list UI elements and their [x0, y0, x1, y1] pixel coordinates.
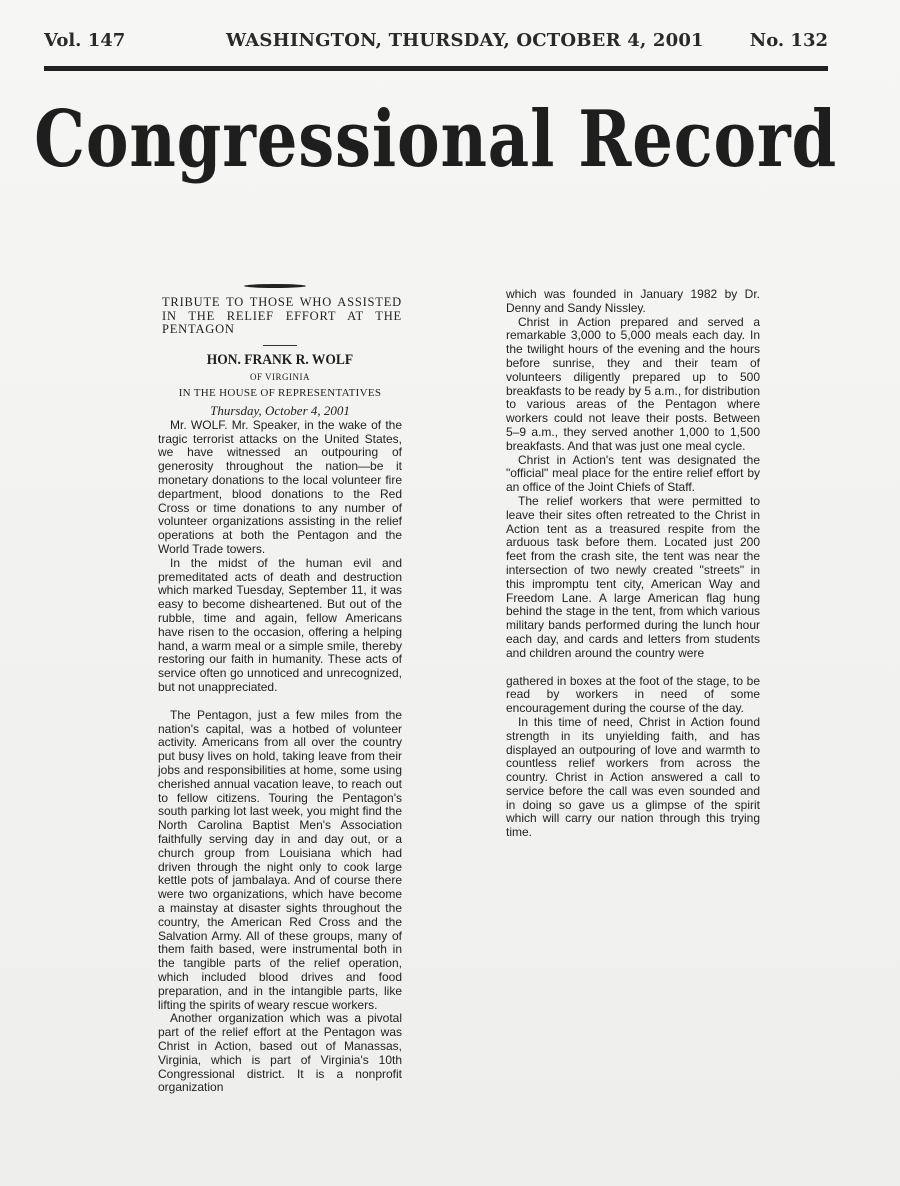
speaker-state: OF VIRGINIA: [249, 371, 311, 382]
paragraph: gathered in boxes at the foot of the stage, to be read by workers in need of some encouragement during the course of the day.: [506, 673, 760, 716]
speech-date: Thursday, October 4, 2001: [210, 403, 350, 419]
paragraph: Christ in Action prepared and served a remarkable 3,000 to 5,000 meals each day. In the twilight hours of the evening and the hours before sunrise, they and their team of volunteers diligently prepared up to 500 breakfasts to be ready by 5 a.m., for distribution to various areas of the Pentagon where workers could not leave their posts. Between 5–9 a.m., they served another 1,000 to 1,500 breakfasts. And that was just one meal cycle.: [506, 314, 760, 453]
left-column: [158, 296, 402, 1095]
speaker-name: HON. FRANK R. WOLF: [206, 351, 354, 368]
paragraph: Another organization which was a pivotal part of the relief effort at the Pentagon was Christ in Action, based out of Manassas, Virginia, which is part of Virginia's 10th Congressional district. It is a nonprofit organization: [158, 1011, 402, 1095]
masthead-rule: [44, 66, 828, 71]
title-rule: [263, 345, 297, 346]
paragraph: The Pentagon, just a few miles from the nation's capital, was a hotbed of volunteer activity. Americans from all over the country put busy lives on hold, taking leave from their jobs and responsibilities at home, some using cherished annual vacation leave, to reach out to fellow citizens. Touring the Pentagon's south parking lot last week, you might find the North Carolina Baptist Men's Association faithfully serving day in and day out, or a church group from Louisiana which had driven through the night only to cook large kettle pots of jambalaya. And of course there were two organizations, which have become a mainstay at disaster sights throughout the country, the American Red Cross and the Salvation Army. All of these groups, many of them faith based, were instrumental both in the tangible parts of the relief operation, which included blood drives and food preparation, and in the intangible parts, like lifting the spirits of weary rescue workers.: [158, 707, 402, 1012]
dateline-bar: [44, 30, 828, 56]
masthead-title: Congressional Record: [34, 93, 838, 185]
paragraph: which was founded in January 1982 by Dr. Denny and Sandy Nissley.: [506, 287, 760, 315]
dateline: WASHINGTON, THURSDAY, OCTOBER 4, 2001: [226, 30, 704, 51]
paragraph: In this time of need, Christ in Action found strength in its unyielding faith, and has displayed an outpouring of love and warmth to countless relief workers from across the country. Christ in Action answered a call to service before the call was even sounded and in doing so gave us a glimpse of the spirit which will carry our nation through this trying time.: [506, 714, 760, 840]
right-column: [506, 288, 760, 840]
issue-number: No. 132: [749, 30, 828, 51]
paragraph: In the midst of the human evil and premeditated acts of death and destruction which marked Tuesday, September 11, it was easy to become disheartened. But out of the rubble, time and again, fellow Americans have risen to the occasion, offering a helping hand, a warm meal or a simple smile, thereby restoring our faith in humanity. These acts of service often go unnoticed and unrecognized, but not unappreciated.: [158, 555, 402, 695]
paragraph: Mr. WOLF. Mr. Speaker, in the wake of the tragic terrorist attacks on the United States, we have witnessed an outpouring of generosity throughout the nation—be it monetary donations to the local volunteer fire department, blood donations to the Red Cross or time donations to any number of volunteer organizations assisting in the relief operations at both the Pentagon and the World Trade towers.: [158, 417, 402, 557]
article-title: TRIBUTE TO THOSE WHO ASSISTED IN THE RELIEF EFFORT AT THE PENTAGON: [162, 295, 402, 336]
paragraph: Christ in Action's tent was designated the "official" meal place for the entire relief effort by an office of the Joint Chiefs of Staff.: [506, 452, 760, 495]
chamber-name: IN THE HOUSE OF REPRESENTATIVES: [178, 387, 382, 400]
masthead: [34, 84, 838, 194]
ornament-divider: [244, 284, 306, 288]
paragraph: The relief workers that were permitted to leave their sites often retreated to the Christ in Action tent as a treasured respite from the arduous task before them. Located just 200 feet from the crash site, the tent was near the intersection of two newly created "streets" in this impromptu tent city, American Way and Freedom Lane. A large American flag hung behind the stage in the tent, from which various military bands performed during the lunch hour each day, and cards and letters from students and children around the country were: [506, 493, 760, 660]
volume-number: Vol. 147: [44, 30, 126, 51]
